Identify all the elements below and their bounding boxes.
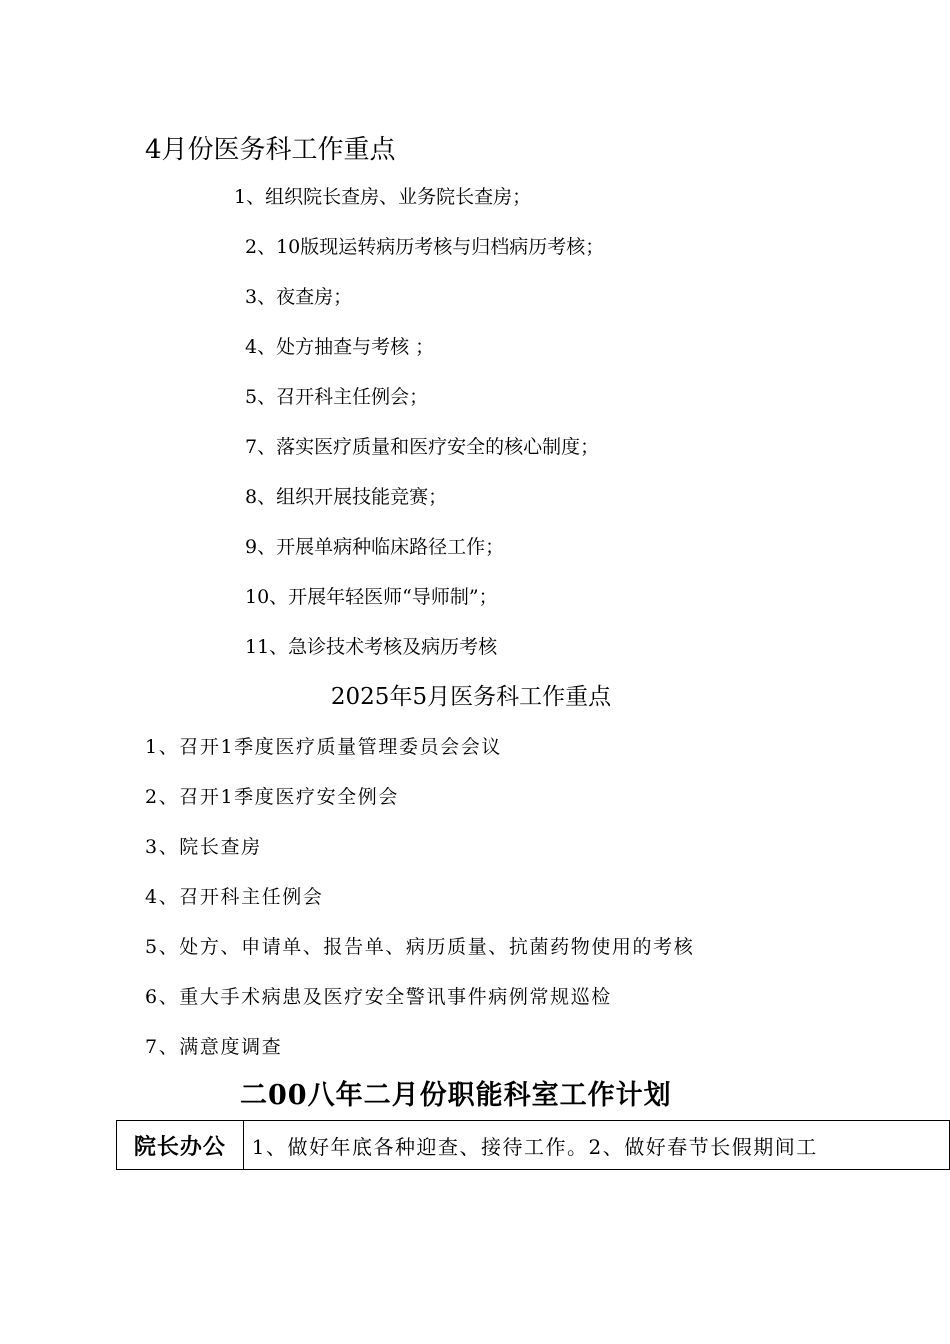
plan-section-title: 二00八年二月份职能科室工作计划 xyxy=(240,1080,672,1111)
list-item: 3、夜查房； xyxy=(245,286,353,308)
list-item: 1、组织院长查房、业务院长查房； xyxy=(234,186,532,208)
list-item: 8、组织开展技能竞赛； xyxy=(245,486,448,508)
list-item: 2、10版现运转病历考核与归档病历考核； xyxy=(245,236,605,258)
april-section-title: 4月份医务科工作重点 xyxy=(145,135,396,165)
tasks-cell: 1、做好年底各种迎查、接待工作。2、做好春节长假期间工 xyxy=(243,1121,949,1170)
list-item: 7、满意度调查 xyxy=(145,1036,283,1058)
list-item: 11、急诊技术考核及病历考核 xyxy=(245,636,498,658)
list-item: 10、开展年轻医师“导师制”； xyxy=(245,586,498,608)
list-item: 1、召开1季度医疗质量管理委员会会议 xyxy=(145,736,502,758)
list-item: 9、开展单病种临床路径工作； xyxy=(245,536,505,558)
list-item: 5、召开科主任例会； xyxy=(245,386,429,408)
list-item: 2、召开1季度医疗安全例会 xyxy=(145,786,399,808)
table-row xyxy=(117,1121,950,1170)
list-item: 7、落实医疗质量和医疗安全的核心制度； xyxy=(245,436,600,458)
department-cell: 院长办公 xyxy=(117,1121,244,1170)
list-item: 4、召开科主任例会 xyxy=(145,886,324,908)
list-item: 6、重大手术病患及医疗安全警讯事件病例常规巡检 xyxy=(145,986,612,1008)
list-item: 4、处方抽查与考核 ； xyxy=(245,336,435,358)
list-item: 3、院长查房 xyxy=(145,836,262,858)
may-section-title xyxy=(0,680,950,714)
work-plan-table xyxy=(116,1120,950,1170)
may-title-text: 2025年5月医务科工作重点 xyxy=(330,684,612,710)
list-item: 5、处方、申请单、报告单、病历质量、抗菌药物使用的考核 xyxy=(145,936,695,958)
